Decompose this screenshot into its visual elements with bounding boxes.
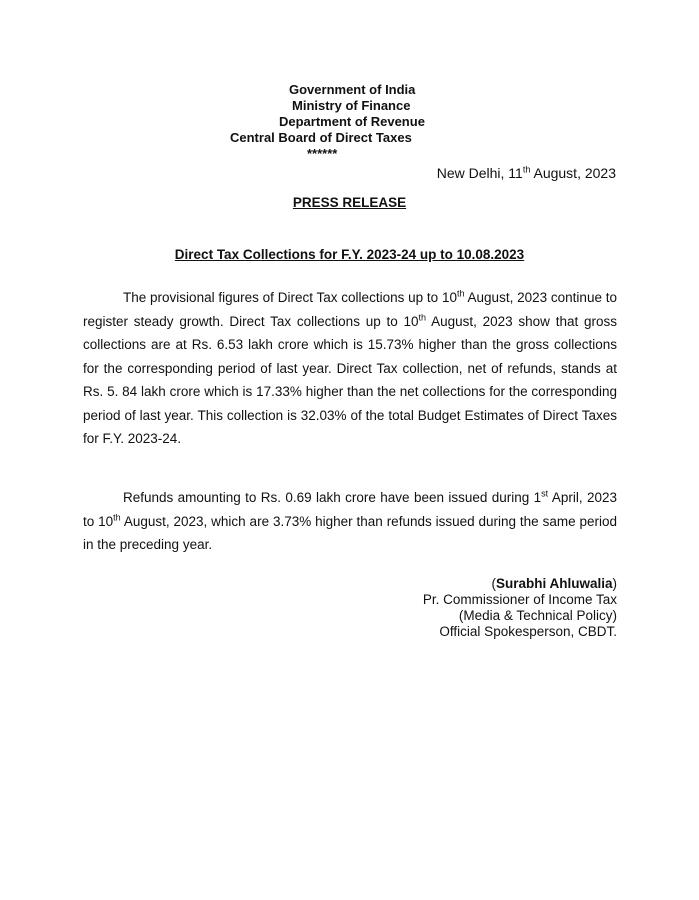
header-board: Central Board of Direct Taxes [230, 130, 412, 145]
signatory-name: (Surabhi Ahluwalia) [491, 576, 617, 591]
signatory-role: Official Spokesperson, CBDT. [439, 624, 617, 639]
paragraph-collections: The provisional figures of Direct Tax collections up to 10th August, 2023 continue to register steady growth. Direct Tax collections up to 10th August, 2023 show that gross collections are at Rs. 6.53 lakh crore which is 15.73% higher than the gross collections for the corresponding period of last year. Direct Tax collection, net of refunds, stands at Rs. 5. 84 lakh crore which is 17.33% higher than the net collections for the corresponding period of last year. This collection is 32.03% of the total Budget Estimates of Direct Taxes for F.Y. 2023-24. [83, 288, 618, 446]
paragraph-refunds: Refunds amounting to Rs. 0.69 lakh crore have been issued during 1st April, 2023 to 10th August, 2023, which are 3.73% higher than refunds issued during the same period in the preceding year. [83, 488, 617, 552]
signatory-designation: Pr. Commissioner of Income Tax [422, 592, 617, 607]
letterhead [200, 82, 460, 162]
header-ministry: Ministry of Finance [292, 98, 411, 113]
press-release-heading: PRESS RELEASE [292, 195, 407, 210]
header-department: Department of Revenue [279, 114, 425, 129]
header-separator: ****** [307, 146, 338, 161]
dateline: New Delhi, 11th August, 2023 [436, 164, 616, 181]
signature-block [423, 576, 617, 640]
signatory-unit: (Media & Technical Policy) [458, 608, 617, 623]
header-government: Government of India [289, 82, 416, 97]
subject-heading: Direct Tax Collections for F.Y. 2023-24 up to 10.08.2023 [174, 247, 525, 262]
